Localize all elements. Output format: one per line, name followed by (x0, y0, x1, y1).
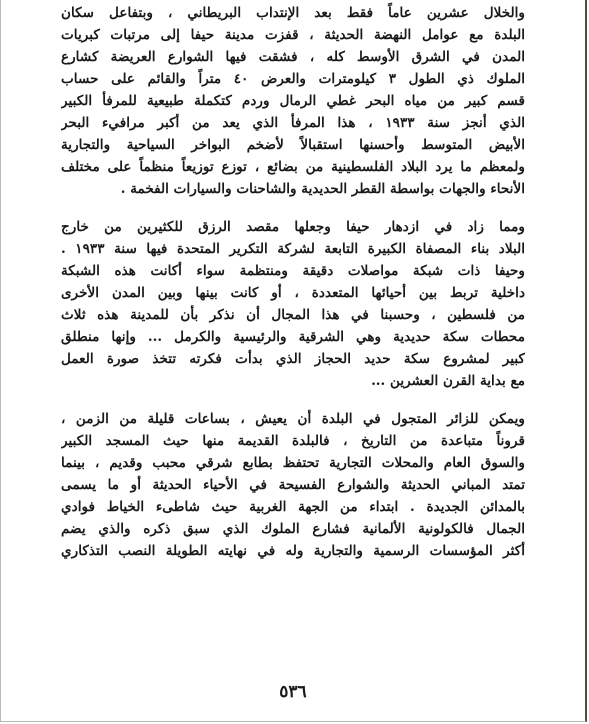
text-line: الذي أنجز سنة ١٩٣٣ ، هذا المرفأ الذي يعد من أكبر مرافيء البحر (61, 115, 525, 131)
text-line: الملوك ذي الطول ٣ كيلومترات والعرض ٤٠ متراً والقائم على حساب (61, 71, 525, 87)
paragraph-1 (61, 2, 525, 200)
text-line: ومما زاد في ازدهار حيفا وجعلها مقصد الرزق للكثيرين من خارج (61, 219, 525, 235)
text-line: محطات سكة حديدية وهي الشرقية والرئيسية والكرمل ... وإنها منطلق (61, 329, 525, 345)
text-line: وحيفا ذات شبكة مواصلات دقيقة ومنتظمة سواء أكانت هذه الشبكة (61, 263, 525, 279)
text-line: قروناً متباعدة من التاريخ ، فالبلدة القديمة منها حيث المسجد الكبير (61, 433, 525, 449)
paragraph-2 (61, 216, 525, 392)
text-line: المدن في الشرق الأوسط كله ، فشقت فيها الشوارع العريضة كشارع (61, 49, 525, 65)
text-line: بالمدائن الجديدة . ابتداء من الجهة الغربية حيث شاطىء الخياط فوادي (61, 499, 525, 515)
text-line: كبير لمشروع سكة حديد الحجاز الذي بدأت فكرته تتخذ صورة العمل (61, 351, 525, 367)
text-line: داخلية تربط بين أحيائها المتعددة ، أو كانت بينها وبين المدن الأخرى (61, 285, 525, 301)
text-line: الأنحاء والجهات بواسطة القطر الحديدية والشاحنات والسيارات الفخمة . (120, 181, 525, 197)
text-line: أكثر المؤسسات الرسمية والتجارية وله في نهايته الطويلة النصب التذكاري (61, 543, 525, 559)
text-line: والخلال عشرين عاماً فقط بعد الإنتداب البريطاني ، وبتفاعل سكان (61, 5, 525, 21)
text-line: الجمال فالكولونية الألمانية فشارع الملوك الذي سبق ذكره والذي يضم (61, 521, 525, 537)
text-line: مع بداية القرن العشرين ... (371, 373, 525, 389)
body-text (61, 2, 525, 562)
text-line: ولمعظم ما يرد البلاد الفلسطينية من بضائع ، توزع توزيعاً منظماً على مختلف (61, 159, 525, 175)
text-line: من فلسطين ، وحسبنا في هذا المجال أن نذكر بأن للمدينة هذه ثلاث (61, 307, 525, 323)
text-line: قسم كبير من مياه البحر غطي الرمال وردم كتكملة طبيعية للمرفأ الكبير (61, 93, 525, 109)
page-number: ٥٣٦ (279, 682, 307, 702)
paragraph-3 (61, 408, 525, 562)
text-line: تمتد المباني الحديثة والشوارع الفسيحة في الأحياء الحديثة أو ما يسمى (61, 477, 525, 493)
text-line: البلدة مع عوامل النهضة الحديثة ، قفزت مدينة حيفا إلى مرتبات كبريات (61, 27, 525, 43)
text-line: والسوق العام والمحلات التجارية تحتفظ بطابع شرقي محبب وقديم ، بينما (61, 455, 525, 471)
text-line: البلاد بناء المصفاة الكبيرة التابعة لشركة التكرير المتحدة فيها سنة ١٩٣٣ . (61, 241, 525, 257)
text-line: الأبيض المتوسط وأحسنها استقبالاً لأضخم البواخر السياحية والتجارية (61, 137, 525, 153)
text-line: ويمكن للزائر المتجول في البلدة أن يعيش ، بساعات قليلة من الزمن ، (61, 411, 525, 427)
